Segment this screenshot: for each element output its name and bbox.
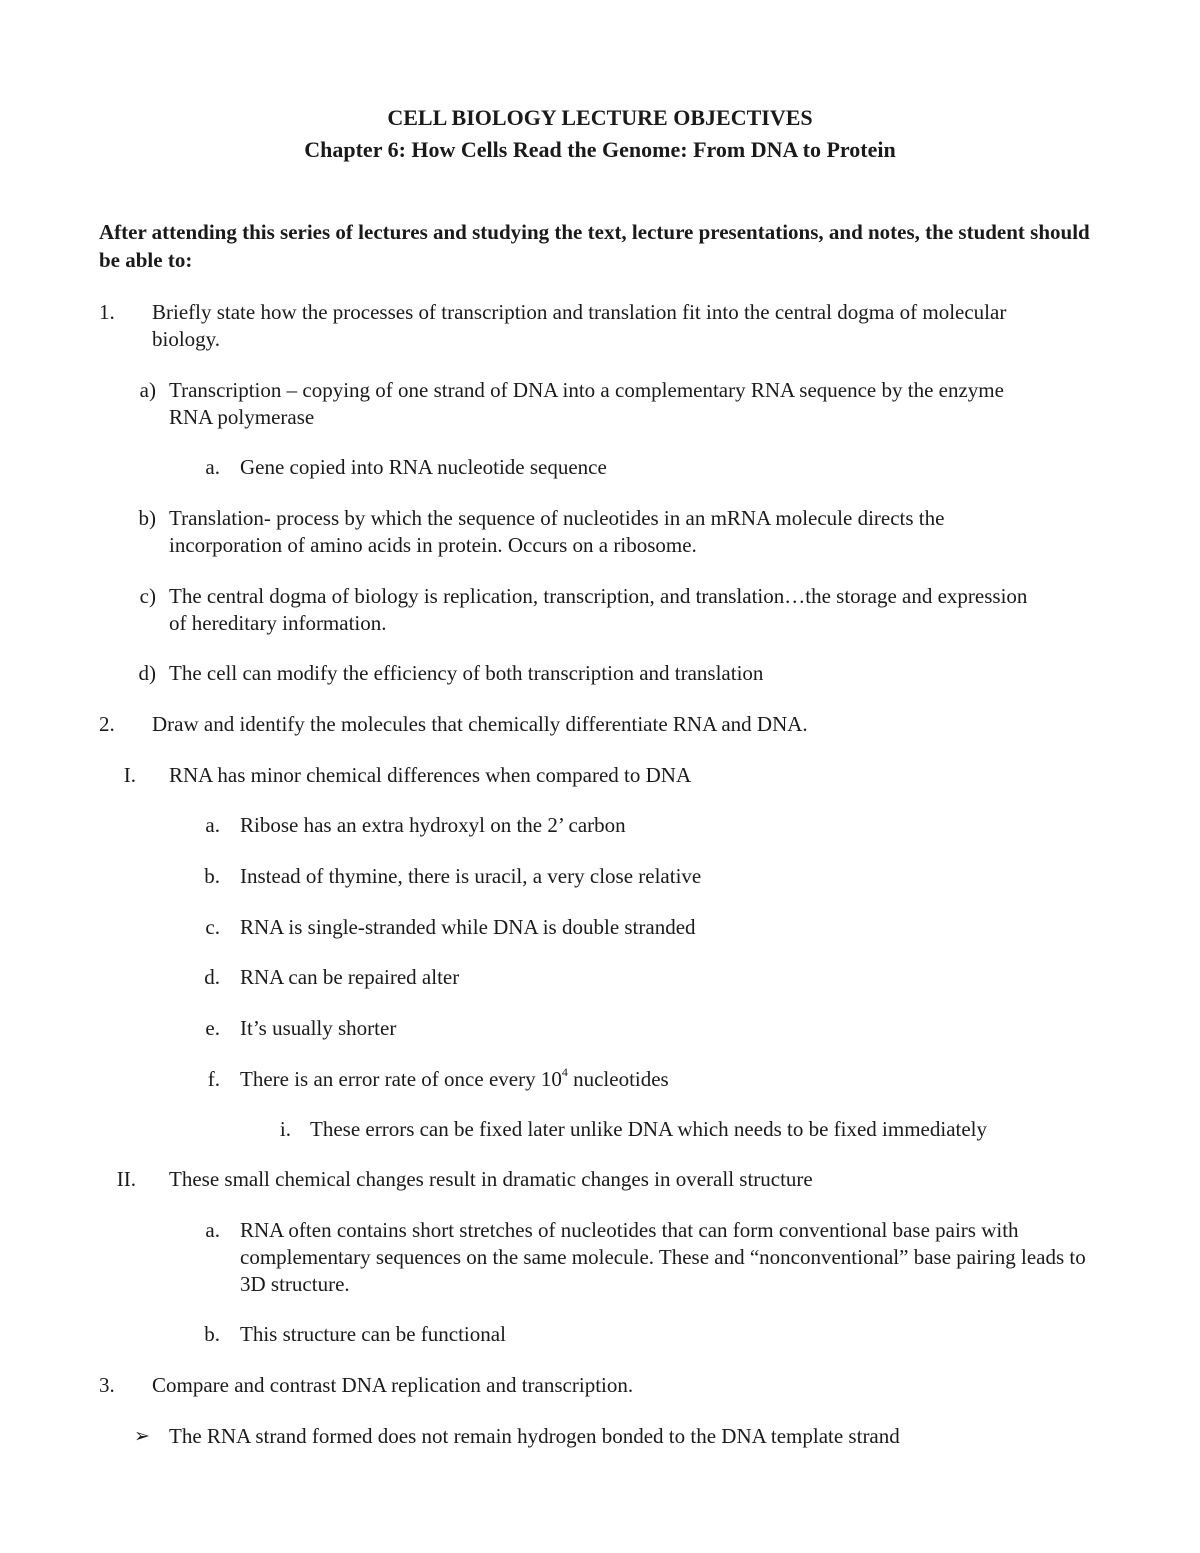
list-item: Instead of thymine, there is uracil, a very close relative bbox=[240, 864, 702, 888]
list-marker: 3. bbox=[99, 1373, 115, 1397]
list-marker: b) bbox=[138, 506, 156, 530]
list-marker: c) bbox=[139, 584, 156, 608]
list-item: Gene copied into RNA nucleotide sequence bbox=[240, 455, 607, 479]
list-item: RNA often contains short stretches of nucleotides that can form conventional base pairs with complementary sequences on the same molecule. These and “nonconventional” base pairing leads to 3D structure. bbox=[240, 1218, 1086, 1296]
list-marker: e. bbox=[205, 1016, 220, 1040]
list-item: This structure can be functional bbox=[240, 1322, 506, 1346]
chapter-subtitle: Chapter 6: How Cells Read the Genome: From DNA to Protein bbox=[304, 137, 896, 162]
list-item: The central dogma of biology is replication, transcription, and translation…the storage and expression of hereditary information. bbox=[169, 584, 1028, 635]
list-marker: i. bbox=[279, 1117, 291, 1141]
list-item: These small chemical changes result in dramatic changes in overall structure bbox=[169, 1167, 813, 1191]
list-marker: b. bbox=[204, 1322, 220, 1346]
list-marker: f. bbox=[207, 1067, 220, 1091]
list-marker: d) bbox=[138, 661, 156, 685]
list-marker: II. bbox=[116, 1167, 136, 1191]
list-item: The RNA strand formed does not remain hydrogen bonded to the DNA template strand bbox=[169, 1424, 900, 1448]
list-item: RNA is single-stranded while DNA is double stranded bbox=[240, 915, 696, 939]
exponent: 4 bbox=[561, 1065, 568, 1079]
list-item: RNA can be repaired alter bbox=[240, 965, 460, 989]
list-marker: a. bbox=[205, 813, 220, 837]
list-marker: a. bbox=[205, 1218, 220, 1242]
arrow-bullet-icon: ➢ bbox=[134, 1425, 150, 1447]
objective-2: Draw and identify the molecules that chemically differentiate RNA and DNA. bbox=[152, 712, 808, 736]
list-item: Transcription – copying of one strand of DNA into a complementary RNA sequence by the enzyme RNA polymerase bbox=[169, 378, 1004, 429]
document-title: CELL BIOLOGY LECTURE OBJECTIVES bbox=[387, 105, 813, 130]
list-item: It’s usually shorter bbox=[240, 1016, 397, 1040]
list-marker: d. bbox=[204, 965, 220, 989]
list-marker: 2. bbox=[99, 712, 115, 736]
list-item: The cell can modify the efficiency of both transcription and translation bbox=[169, 661, 764, 685]
objective-1: Briefly state how the processes of transcription and translation fit into the central dogma of molecular biology. bbox=[152, 300, 1007, 351]
objective-3: Compare and contrast DNA replication and transcription. bbox=[152, 1373, 634, 1397]
intro-paragraph: After attending this series of lectures and studying the text, lecture presentations, and notes, the student should be able to: bbox=[99, 220, 1090, 272]
list-marker: a) bbox=[139, 378, 156, 402]
list-marker: c. bbox=[205, 915, 220, 939]
list-item: RNA has minor chemical differences when compared to DNA bbox=[169, 763, 692, 787]
list-marker: a. bbox=[205, 455, 220, 479]
list-marker: I. bbox=[123, 763, 136, 787]
list-item: There is an error rate of once every $10^4$ nucleotides bbox=[240, 1065, 669, 1091]
list-item: Translation- process by which the sequence of nucleotides in an mRNA molecule directs the incorporation of amino acids in protein. Occurs on a ribosome. bbox=[169, 506, 945, 557]
list-item: Ribose has an extra hydroxyl on the 2’ carbon bbox=[240, 813, 626, 837]
list-marker: 1. bbox=[99, 300, 115, 324]
list-item: These errors can be fixed later unlike DNA which needs to be fixed immediately bbox=[310, 1117, 988, 1141]
list-marker: b. bbox=[204, 864, 220, 888]
